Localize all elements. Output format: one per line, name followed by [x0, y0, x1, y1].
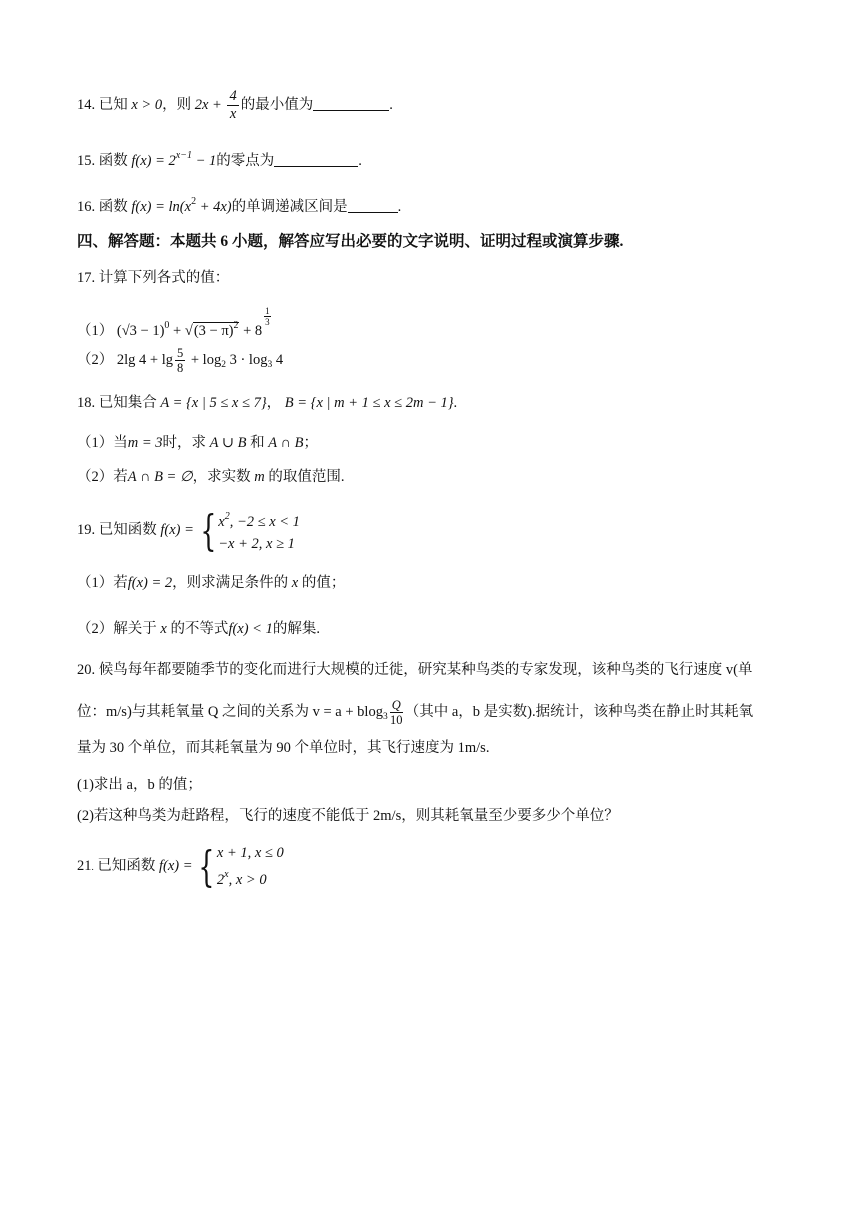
q19-lhs: f(x) = — [160, 521, 198, 538]
q18-set-b: B = {x | m + 1 ≤ x ≤ 2m − 1} — [284, 395, 454, 411]
q21-lhs: f(x) = — [159, 857, 197, 874]
question-18-stem: 18. 已知集合 A = {x | 5 ≤ x ≤ 7}， B = {x | m + 1 ≤ x ≤ 2m − 1}. — [77, 395, 458, 411]
q17-p2-c: 3 · log — [225, 351, 268, 368]
q17-p1-b: + — [169, 323, 185, 339]
question-20-line-1: 20. 候鸟每年都要随季节的变化而进行大规模的迁徙，研究某种鸟类的专家发现，该种鸟类的飞行速度 v(单 — [77, 662, 753, 678]
q14-frac-num: 4 — [229, 88, 237, 104]
q14-expression: 2x + — [194, 96, 226, 113]
q20-fraction: $\frac{Q}{10}$ — [389, 698, 403, 727]
piecewise-brace: { — [198, 841, 215, 891]
q17-p2-a: 2lg 4 + lg — [116, 351, 173, 368]
q16-expr-b: + 4x) — [196, 199, 232, 215]
q14-frac-den: x — [229, 106, 237, 122]
question-15 — [77, 146, 362, 171]
q21-cases: x + 1, x ≤ 0 2$^x$, x > 0 — [216, 845, 284, 888]
q15-number: 15. — [77, 153, 99, 169]
q15-text-2: 的零点为 — [216, 153, 275, 169]
question-19-stem: 19. 已知函数 f(x) = { $x^2$, −2 ≤ x < 1 −x + 2, x ≥ 1 — [77, 505, 300, 555]
q17-p1-a: (√3 − 1) — [116, 323, 165, 339]
answer-blank — [313, 97, 389, 111]
q15-rhs: − 1 — [191, 153, 217, 169]
q14-text: 已知 — [98, 96, 128, 113]
question-17-part-1 — [77, 306, 273, 341]
piecewise-brace: { — [199, 505, 216, 555]
question-20-part-1: (1)求出 a，b 的值； — [77, 777, 202, 793]
q18-set-a: A = {x | 5 ≤ x ≤ 7} — [160, 395, 267, 411]
q16-exponent: 2 — [191, 196, 197, 207]
question-18-part-1: （1）当m = 3时，求 A ∪ B 和 A ∩ B； — [77, 435, 318, 451]
q15-lhs: f(x) = 2 — [131, 153, 176, 169]
question-17-part-2: （2） 2lg 4 + lg $\frac{5}{8}$ + $\log_2 3 \cdot \log_3 4$ — [77, 346, 284, 375]
q15-end: . — [358, 153, 362, 169]
q14-end: . — [389, 96, 393, 113]
q17-exponent-fraction: $\frac{1}{3}$ — [265, 306, 270, 327]
q17-p1-c: + 8 — [239, 323, 263, 339]
q14-number: 14. — [77, 96, 99, 113]
q17-p2-d: 4 — [272, 351, 284, 368]
question-14 — [77, 88, 393, 123]
question-20-line-2: 位：m/s)与其耗氧量 Q 之间的关系为 v = a + blog$_3$ $\frac{Q}{10}$ （其中 a，b 是实数).据统计，该种鸟类在静止时其耗氧 — [77, 698, 754, 727]
question-20-line-3: 量为 30 个单位，而其耗氧量为 90 个单位时，其飞行速度为 1m/s. — [77, 740, 490, 756]
q16-text: 函数 — [98, 199, 128, 215]
q14-fraction — [227, 88, 238, 123]
section-heading: 四、解答题：本题共 6 小题，解答应写出必要的文字说明、证明过程或演算步骤. — [77, 233, 624, 250]
q19-cases: $x^2$, −2 ≤ x < 1 −x + 2, x ≥ 1 — [218, 511, 300, 552]
q16-number: 16. — [77, 199, 99, 215]
answer-blank — [274, 153, 358, 167]
q15-text: 函数 — [98, 153, 128, 169]
q16-end: . — [397, 199, 402, 215]
question-21-stem: 21. 已知函数 f(x) = { x + 1, x ≤ 0 2$^x$, x > 0 — [77, 841, 284, 891]
q17-p2-b: + log — [187, 351, 222, 368]
q14-text-2: ，则 — [162, 96, 192, 113]
q16-text-2: 的单调递减区间是 — [231, 199, 348, 215]
q17-p1-label: （1） — [77, 323, 114, 339]
q14-text-3: 的最小值为 — [240, 96, 314, 113]
question-19-part-2: （2）解关于 x 的不等式f(x) < 1的解集. — [77, 621, 320, 637]
question-17-stem: 17. 计算下列各式的值： — [77, 270, 230, 286]
q16-expr-a: f(x) = ln(x — [131, 199, 192, 215]
question-19-part-1: （1）若f(x) = 2，则求满足条件的 x 的值； — [77, 575, 346, 591]
question-18-part-2: （2）若A ∩ B = ∅，求实数 m 的取值范围. — [77, 469, 345, 485]
q15-exponent: x−1 — [175, 150, 192, 161]
answer-blank — [348, 199, 398, 213]
q14-condition: x > 0 — [131, 96, 163, 113]
q21-number: 21 — [77, 857, 92, 874]
q17-p2-label: （2） — [77, 351, 114, 368]
q17-sqrt-sign: √ — [184, 323, 193, 339]
question-16 — [77, 192, 401, 217]
q17-sqrt-body: $(3 - \pi)^2$ — [193, 320, 239, 339]
q17-p2-fraction: $\frac{5}{8}$ — [177, 346, 184, 375]
question-20-part-2: (2)若这种鸟类为赶路程，飞行的速度不能低于 2m/s，则其耗氧量至少要多少个单位？ — [77, 808, 619, 824]
q17-p1-a-exp: 0 — [164, 320, 170, 331]
